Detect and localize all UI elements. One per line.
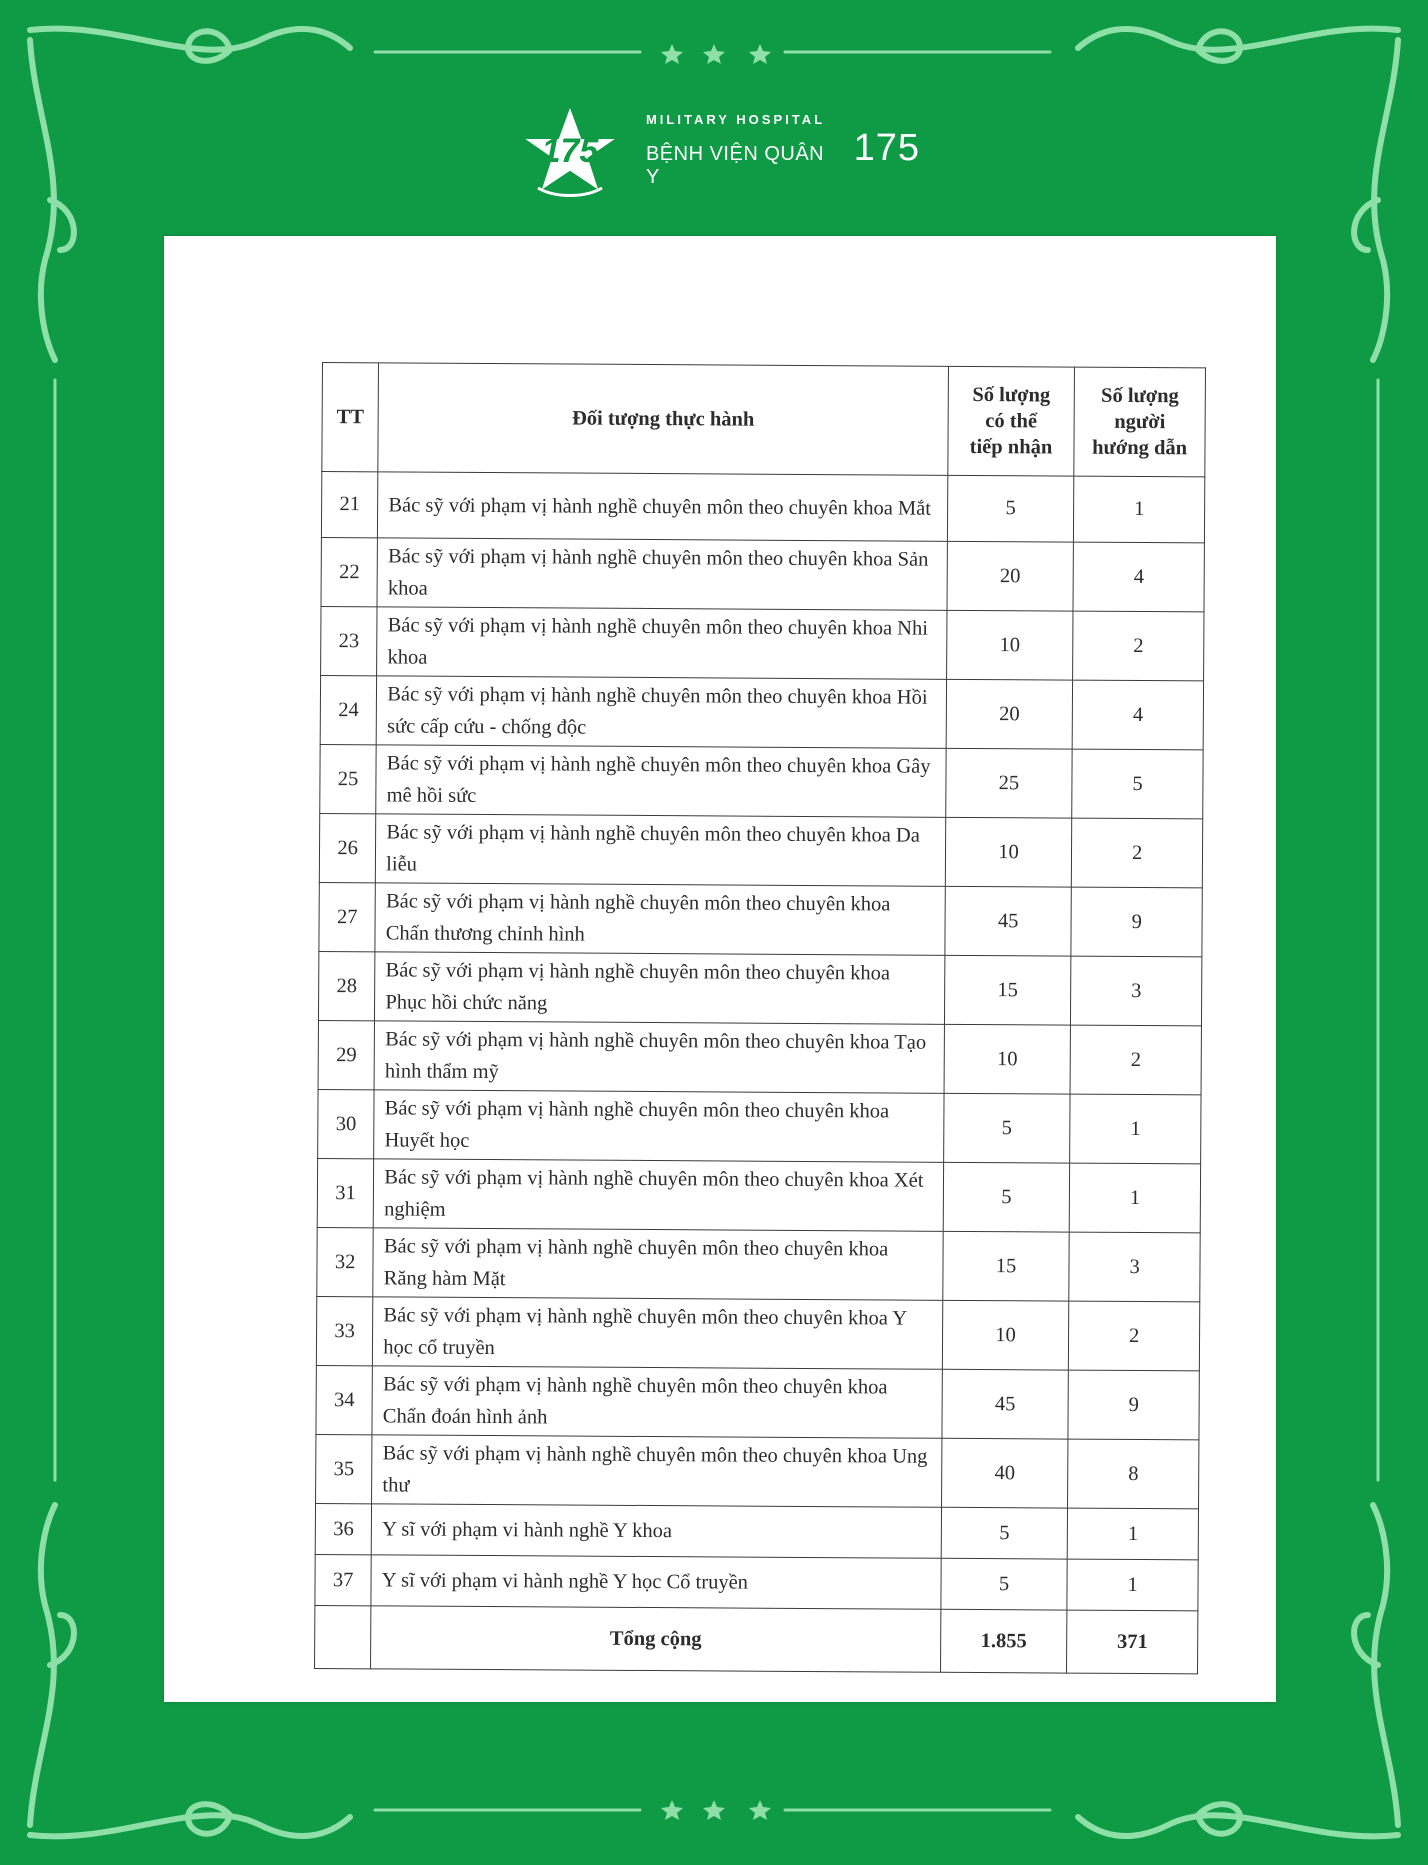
cell-tt: 27 bbox=[319, 882, 376, 951]
hospital-logo bbox=[500, 100, 920, 200]
cell-object: Bác sỹ với phạm vị hành nghề chuyên môn theo chuyên khoa Nhi khoa bbox=[377, 607, 947, 679]
cell-guides: 1 bbox=[1068, 1508, 1199, 1560]
logo-subtitle: MILITARY HOSPITAL bbox=[645, 111, 826, 127]
table-row bbox=[316, 1434, 1199, 1508]
cell-guides: 4 bbox=[1073, 542, 1204, 612]
table-row bbox=[316, 1365, 1199, 1439]
cell-guides: 4 bbox=[1072, 680, 1203, 750]
cell-capacity: 5 bbox=[941, 1507, 1068, 1559]
logo-mark-text: 175 bbox=[541, 131, 599, 170]
cell-capacity: 15 bbox=[944, 955, 1071, 1025]
cell-tt: 35 bbox=[316, 1434, 373, 1503]
table-total-row bbox=[315, 1605, 1198, 1673]
table-row bbox=[317, 1158, 1200, 1232]
cell-tt: 32 bbox=[317, 1227, 374, 1296]
cell-object: Y sĩ với phạm vi hành nghề Y khoa bbox=[371, 1504, 941, 1558]
cell-guides: 1 bbox=[1070, 1094, 1201, 1164]
cell-tt: 24 bbox=[320, 675, 377, 744]
table-row bbox=[315, 1554, 1198, 1610]
cell-guides: 3 bbox=[1071, 956, 1202, 1026]
cell-guides: 2 bbox=[1072, 818, 1203, 888]
cell-object: Bác sỹ với phạm vị hành nghề chuyên môn theo chuyên khoa Chấn thương chỉnh hình bbox=[375, 883, 945, 955]
cell-object: Bác sỹ với phạm vị hành nghề chuyên môn theo chuyên khoa Y học cổ truyền bbox=[373, 1297, 943, 1369]
cell-tt: 25 bbox=[320, 744, 377, 813]
cell-capacity: 20 bbox=[947, 541, 1074, 611]
cell-capacity: 25 bbox=[945, 748, 1072, 818]
cell-guides: 2 bbox=[1070, 1025, 1201, 1095]
cell-capacity: 15 bbox=[942, 1231, 1069, 1301]
cell-object: Bác sỹ với phạm vị hành nghề chuyên môn theo chuyên khoa Ung thư bbox=[372, 1435, 942, 1507]
logo-number: 175 bbox=[853, 126, 920, 169]
star-emblem-icon bbox=[500, 100, 640, 200]
cell-object: Bác sỹ với phạm vị hành nghề chuyên môn theo chuyên khoa Chẩn đoán hình ảnh bbox=[372, 1366, 942, 1438]
cell-capacity: 45 bbox=[942, 1369, 1069, 1439]
cell-capacity: 20 bbox=[946, 679, 1073, 749]
cell-tt-empty bbox=[315, 1605, 372, 1668]
table-row bbox=[317, 1227, 1200, 1301]
cell-guides: 1 bbox=[1070, 1163, 1201, 1233]
cell-object: Bác sỹ với phạm vị hành nghề chuyên môn theo chuyên khoa Răng hàm Mặt bbox=[373, 1228, 943, 1300]
cell-guides: 1 bbox=[1067, 1559, 1198, 1611]
cell-capacity: 5 bbox=[941, 1558, 1068, 1610]
cell-guides: 2 bbox=[1073, 611, 1204, 681]
table-row bbox=[319, 882, 1202, 956]
header-guides-line: hướng dẫn bbox=[1092, 436, 1188, 460]
total-guides: 371 bbox=[1067, 1610, 1198, 1674]
cell-guides: 2 bbox=[1069, 1301, 1200, 1371]
table-row bbox=[318, 951, 1201, 1025]
logo-name: BỆNH VIỆN QUÂN Y bbox=[645, 142, 825, 188]
cell-tt: 37 bbox=[315, 1554, 372, 1605]
cell-capacity: 5 bbox=[943, 1162, 1070, 1232]
cell-object: Bác sỹ với phạm vị hành nghề chuyên môn theo chuyên khoa Sản khoa bbox=[377, 538, 947, 610]
cell-capacity: 45 bbox=[945, 886, 1072, 956]
cell-guides: 5 bbox=[1072, 749, 1203, 819]
cell-guides: 1 bbox=[1074, 476, 1205, 543]
table-row bbox=[321, 537, 1204, 611]
cell-guides: 3 bbox=[1069, 1232, 1200, 1302]
document-page bbox=[164, 236, 1276, 1702]
cell-tt: 30 bbox=[318, 1089, 375, 1158]
cell-object: Bác sỹ với phạm vị hành nghề chuyên môn theo chuyên khoa Gây mê hồi sức bbox=[376, 745, 946, 817]
cell-tt: 26 bbox=[319, 813, 376, 882]
cell-tt: 36 bbox=[315, 1503, 372, 1554]
header-guides-line: người bbox=[1114, 410, 1166, 434]
table-row bbox=[320, 744, 1203, 818]
cell-object: Bác sỹ với phạm vị hành nghề chuyên môn theo chuyên khoa Phục hồi chức năng bbox=[375, 952, 945, 1024]
cell-object: Y sĩ với phạm vi hành nghề Y học Cổ truyền bbox=[371, 1555, 941, 1609]
cell-capacity: 10 bbox=[945, 817, 1072, 887]
cell-object: Bác sỹ với phạm vị hành nghề chuyên môn theo chuyên khoa Xét nghiệm bbox=[373, 1159, 943, 1231]
header-capacity-line: tiếp nhận bbox=[969, 435, 1053, 459]
total-capacity: 1.855 bbox=[940, 1609, 1067, 1673]
cell-tt: 21 bbox=[321, 472, 378, 538]
table-row bbox=[318, 1020, 1201, 1094]
table-row bbox=[321, 472, 1204, 543]
logo-wordmark bbox=[646, 112, 920, 189]
cell-capacity: 5 bbox=[947, 475, 1074, 542]
cell-object: Bác sỹ với phạm vị hành nghề chuyên môn theo chuyên khoa Tạo hình thẩm mỹ bbox=[374, 1021, 944, 1093]
cell-guides: 8 bbox=[1068, 1439, 1199, 1509]
cell-capacity: 10 bbox=[944, 1024, 1071, 1094]
header-capacity-line: Số lượng bbox=[972, 383, 1051, 407]
cell-tt: 22 bbox=[321, 537, 378, 606]
practice-capacity-table bbox=[314, 362, 1206, 1674]
header-object: Đối tượng thực hành bbox=[378, 363, 948, 475]
table-row bbox=[319, 813, 1202, 887]
table-header-row bbox=[322, 363, 1206, 477]
cell-guides: 9 bbox=[1071, 887, 1202, 957]
header-guides bbox=[1074, 367, 1205, 477]
header-guides-line: Số lượng bbox=[1101, 384, 1179, 408]
cell-tt: 31 bbox=[317, 1158, 374, 1227]
cell-object: Bác sỹ với phạm vị hành nghề chuyên môn theo chuyên khoa Da liễu bbox=[376, 814, 946, 886]
cell-tt: 23 bbox=[321, 606, 378, 675]
table-row bbox=[318, 1089, 1201, 1163]
table-row bbox=[320, 675, 1203, 749]
total-label: Tổng cộng bbox=[371, 1606, 941, 1672]
cell-tt: 34 bbox=[316, 1365, 373, 1434]
cell-tt: 29 bbox=[318, 1020, 375, 1089]
header-capacity bbox=[948, 366, 1075, 476]
table-row bbox=[321, 606, 1204, 680]
cell-capacity: 10 bbox=[942, 1300, 1069, 1370]
table-row bbox=[316, 1296, 1199, 1370]
header-capacity-line: có thể bbox=[985, 410, 1038, 433]
header-tt: TT bbox=[322, 363, 379, 472]
cell-tt: 33 bbox=[316, 1296, 373, 1365]
cell-object: Bác sỹ với phạm vị hành nghề chuyên môn theo chuyên khoa Mắt bbox=[378, 472, 948, 541]
cell-object: Bác sỹ với phạm vị hành nghề chuyên môn theo chuyên khoa Hồi sức cấp cứu - chống độc bbox=[376, 676, 946, 748]
table-body bbox=[315, 472, 1205, 1674]
table-row bbox=[315, 1503, 1198, 1559]
cell-object: Bác sỹ với phạm vị hành nghề chuyên môn theo chuyên khoa Huyết học bbox=[374, 1090, 944, 1162]
cell-tt: 28 bbox=[318, 951, 375, 1020]
cell-capacity: 40 bbox=[941, 1438, 1068, 1508]
cell-capacity: 5 bbox=[943, 1093, 1070, 1163]
cell-capacity: 10 bbox=[946, 610, 1073, 680]
cell-guides: 9 bbox=[1068, 1370, 1199, 1440]
